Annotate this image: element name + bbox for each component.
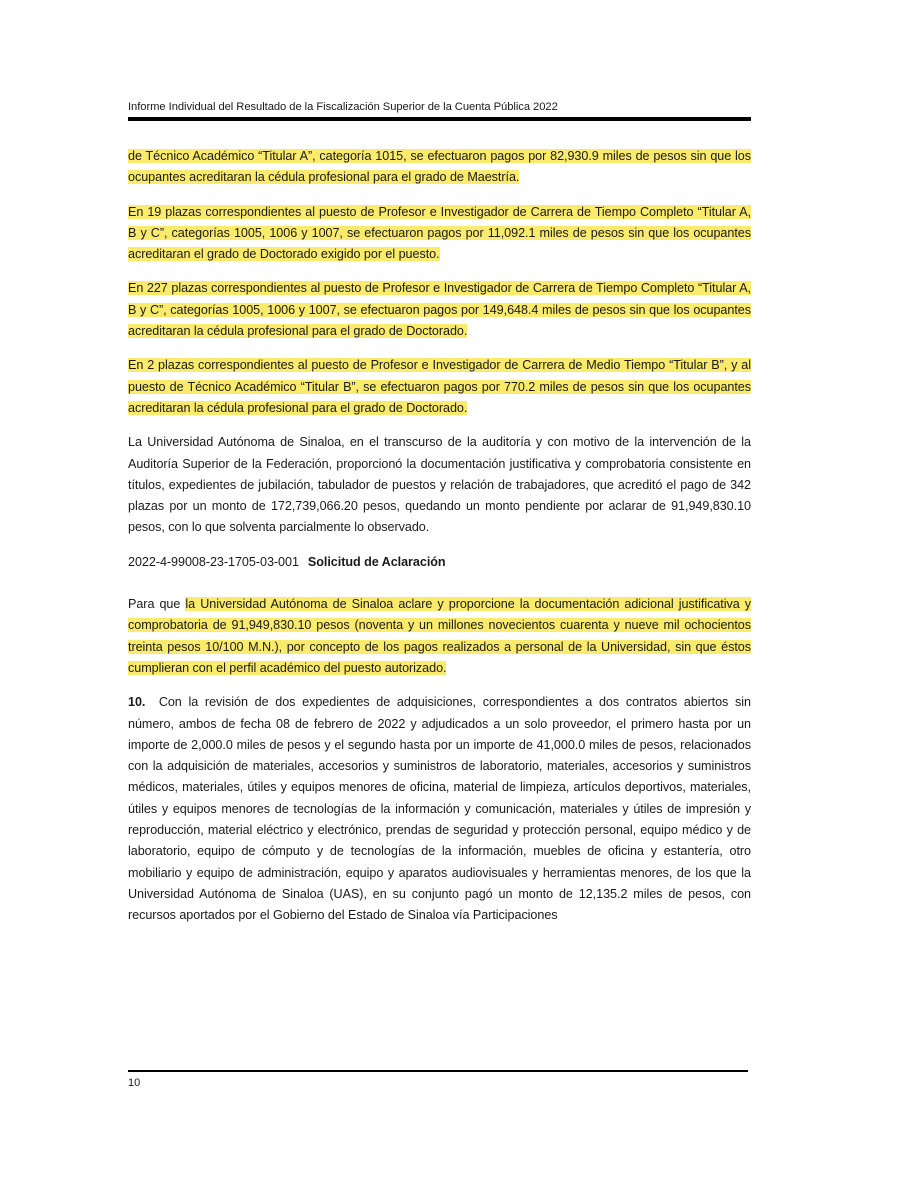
accion-reference-title: Solicitud de Aclaración [307,554,446,569]
document-header [128,100,751,121]
document-body [128,146,751,927]
paragraph-respuesta-uas [128,432,751,538]
highlighted-text-1: de Técnico Académico “Titular A”, categoría 1015, se efectuaron pagos por 82,930.9 miles de pesos sin que los ocupantes acreditaran la cédula profesional para el grado de Maestría. [128,149,751,185]
page-number: 10 [128,1077,141,1089]
document-footer [128,1070,748,1090]
paragraph-respuesta-uas-text: La Universidad Autónoma de Sinaloa, en el transcurso de la auditoría y con motivo de la intervención de la Auditoría Superior de la Federación, proporcionó la documentación justificativa y comprobatoria consistente en títulos, expedientes de jubilación, tabulador de puestos y relación de trabajadores, que acreditó el pago de 342 plazas por un monto de 172,739,066.20 pesos, quedando un monto pendiente por aclarar de 91,949,830.10 pesos, con lo que solventa parcialmente lo observado. [128,435,751,535]
paragraph-227-plazas [128,278,751,342]
item-10-number: 10. [128,695,146,710]
highlighted-text-3: En 227 plazas correspondientes al puesto de Profesor e Investigador de Carrera de Tiempo Completo “Titular A, B y C”, categorías 1005, 1006 y 1007, se efectuaron pagos por 149,648.4 miles de pesos sin que los ocupantes acreditaran la cédula profesional para el grado de Doctorado. [128,281,751,339]
highlighted-text-4: En 2 plazas correspondientes al puesto de Profesor e Investigador de Carrera de Medio Tiempo “Titular B”, y al puesto de Técnico Académico “Titular B”, se efectuaron pagos por 770.2 miles de pesos sin que los ocupantes acreditaran la cédula profesional para el grado de Doctorado. [128,358,751,415]
paragraph-19-plazas [128,202,751,266]
paragraph-2-plazas [128,355,751,419]
solicitud-lead-text: Para que [128,597,186,612]
highlighted-text-5: la Universidad Autónoma de Sinaloa aclare y proporcione la documentación adicional justificativa y comprobatoria de 91,949,830.10 pesos (noventa y un millones novecientos cuarenta y nueve mil ochocientos treinta pesos 10/100 M.N.), por concepto de los pagos realizados a personal de la Universidad, sin que éstos cumplieran con el perfil académico del puesto autorizado. [128,597,751,675]
paragraph-tecnico-academico [128,146,751,189]
paragraph-item-10 [128,692,751,926]
paragraph-solicitud-aclaracion [128,594,751,679]
item-10-text: Con la revisión de dos expedientes de adquisiciones, correspondientes a dos contratos abiertos sin número, ambos de fecha 08 de febrero de 2022 y adjudicados a un solo proveedor, el primero hasta por un importe de 2,000.0 miles de pesos y el segundo hasta por un importe de 41,000.0 miles de pesos, relacionados con la adquisición de materiales, accesorios y suministros de laboratorio, materiales, accesorios y suministros médicos, materiales, útiles y equipos menores de oficina, material de limpieza, artículos deportivos, materiales, útiles y equipos menores de tecnologías de la información y comunicación, materiales y útiles de impresión y reproducción, material eléctrico y electrónico, prendas de seguridad y protección personal, equipo médico y de laboratorio, equipo de cómputo y de tecnologías de la información, muebles de oficina y estantería, otro mobiliario y equipo de administración, equipo y aparatos audiovisuales y herramientas menores, de los que la Universidad Autónoma de Sinaloa (UAS), en su conjunto pagó un monto de 12,135.2 miles de pesos, con recursos aportados por el Gobierno del Estado de Sinaloa vía Participaciones [128,695,751,923]
accion-reference-line [128,552,751,573]
accion-reference-number: 2022-4-99008-23-1705-03-001 [128,554,299,569]
footer-divider [128,1070,748,1072]
header-divider [128,117,751,121]
document-page [128,0,751,1179]
header-title: Informe Individual del Resultado de la Fiscalización Superior de la Cuenta Pública 2022 [128,101,558,113]
highlighted-text-2: En 19 plazas correspondientes al puesto de Profesor e Investigador de Carrera de Tiempo Completo “Titular A, B y C”, categorías 1005, 1006 y 1007, se efectuaron pagos por 11,092.1 miles de pesos sin que los ocupantes acreditaran el grado de Doctorado exigido por el puesto. [128,204,751,262]
